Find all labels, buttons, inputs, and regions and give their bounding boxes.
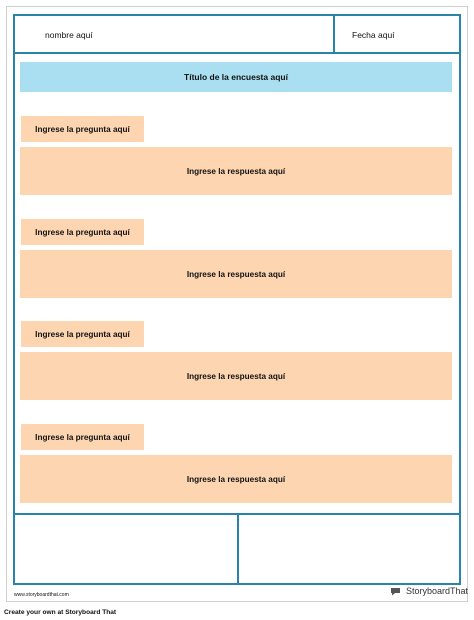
answer-2[interactable]: Ingrese la respuesta aquí bbox=[20, 250, 452, 298]
name-box[interactable] bbox=[13, 14, 336, 54]
bottom-left-box[interactable] bbox=[13, 513, 239, 585]
date-label: Fecha aquí bbox=[352, 30, 395, 40]
footer-credit[interactable]: Create your own at Storyboard That bbox=[4, 609, 117, 616]
watermark-brand bbox=[390, 586, 468, 596]
question-2[interactable]: Ingrese la pregunta aquí bbox=[21, 219, 144, 245]
date-box[interactable] bbox=[333, 14, 461, 54]
storyboard-logo-icon bbox=[390, 587, 403, 596]
answer-3[interactable]: Ingrese la respuesta aquí bbox=[20, 352, 452, 400]
question-1[interactable]: Ingrese la pregunta aquí bbox=[21, 116, 144, 142]
bottom-right-box[interactable] bbox=[237, 513, 461, 585]
watermark-brand-text: StoryboardThat bbox=[406, 586, 469, 596]
survey-title[interactable]: Título de la encuesta aquí bbox=[20, 62, 452, 92]
watermark-site: www.storyboardthat.com bbox=[14, 592, 69, 598]
question-4[interactable]: Ingrese la pregunta aquí bbox=[21, 424, 144, 450]
answer-1[interactable]: Ingrese la respuesta aquí bbox=[20, 147, 452, 195]
name-label: nombre aquí bbox=[45, 30, 93, 40]
answer-4[interactable]: Ingrese la respuesta aquí bbox=[20, 455, 452, 503]
question-3[interactable]: Ingrese la pregunta aquí bbox=[21, 321, 144, 347]
